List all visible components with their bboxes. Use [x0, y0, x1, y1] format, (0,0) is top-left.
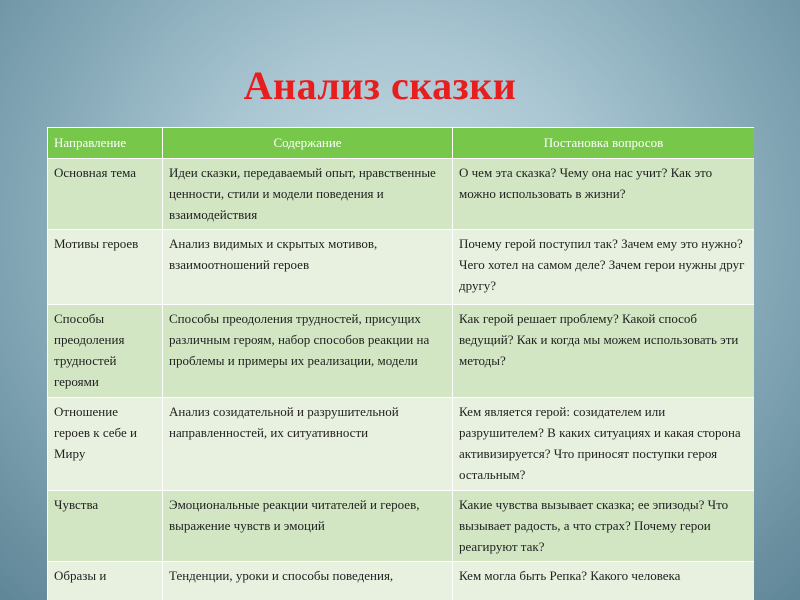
table-row: [48, 491, 755, 562]
header-questions: Постановка вопросов: [453, 128, 755, 159]
cell-content: Идеи сказки, передаваемый опыт, нравственные ценности, стили и модели поведения и взаимодействия: [163, 159, 453, 230]
cell-content: Тенденции, уроки и способы поведения,: [163, 562, 453, 600]
cell-questions: Почему герой поступил так? Зачем ему это нужно? Чего хотел на самом деле? Зачем герои нужны друг другу?: [453, 230, 755, 305]
analysis-table: [47, 127, 754, 600]
cell-direction: Образы и: [48, 562, 163, 600]
table-row: [48, 159, 755, 230]
cell-direction: Основная тема: [48, 159, 163, 230]
cell-questions: Кем могла быть Репка? Какого человека: [453, 562, 755, 600]
cell-questions: Как герой решает проблему? Какой способ ведущий? Как и когда мы можем использовать эти методы?: [453, 305, 755, 398]
cell-direction: Чувства: [48, 491, 163, 562]
cell-content: Эмоциональные реакции читателей и героев, выражение чувств и эмоций: [163, 491, 453, 562]
cell-content: Способы преодоления трудностей, присущих различным героям, набор способов реакции на проблемы и примеры их реализации, модели: [163, 305, 453, 398]
cell-content: Анализ видимых и скрытых мотивов, взаимоотношений героев: [163, 230, 453, 305]
cell-direction: Способы преодоления трудностей героями: [48, 305, 163, 398]
header-content: Содержание: [163, 128, 453, 159]
cell-questions: Кем является герой: созидателем или разрушителем? В каких ситуациях и какая сторона активизируется? Что приносят поступки героя остальным?: [453, 398, 755, 491]
table-row: [48, 562, 755, 600]
cell-questions: О чем эта сказка? Чему она нас учит? Как это можно использовать в жизни?: [453, 159, 755, 230]
table-row: [48, 398, 755, 491]
table-row: [48, 305, 755, 398]
cell-questions: Какие чувства вызывает сказка; ее эпизоды? Что вызывает радость, а что страх? Почему герои реагируют так?: [453, 491, 755, 562]
table-row: [48, 230, 755, 305]
table-header-row: [48, 128, 755, 159]
cell-direction: Отношение героев к себе и Миру: [48, 398, 163, 491]
slide-title: Анализ сказки: [243, 63, 517, 108]
cell-direction: Мотивы героев: [48, 230, 163, 305]
cell-content: Анализ созидательной и разрушительной направленностей, их ситуативности: [163, 398, 453, 491]
header-direction: Направление: [48, 128, 163, 159]
analysis-table-container: [47, 127, 754, 600]
